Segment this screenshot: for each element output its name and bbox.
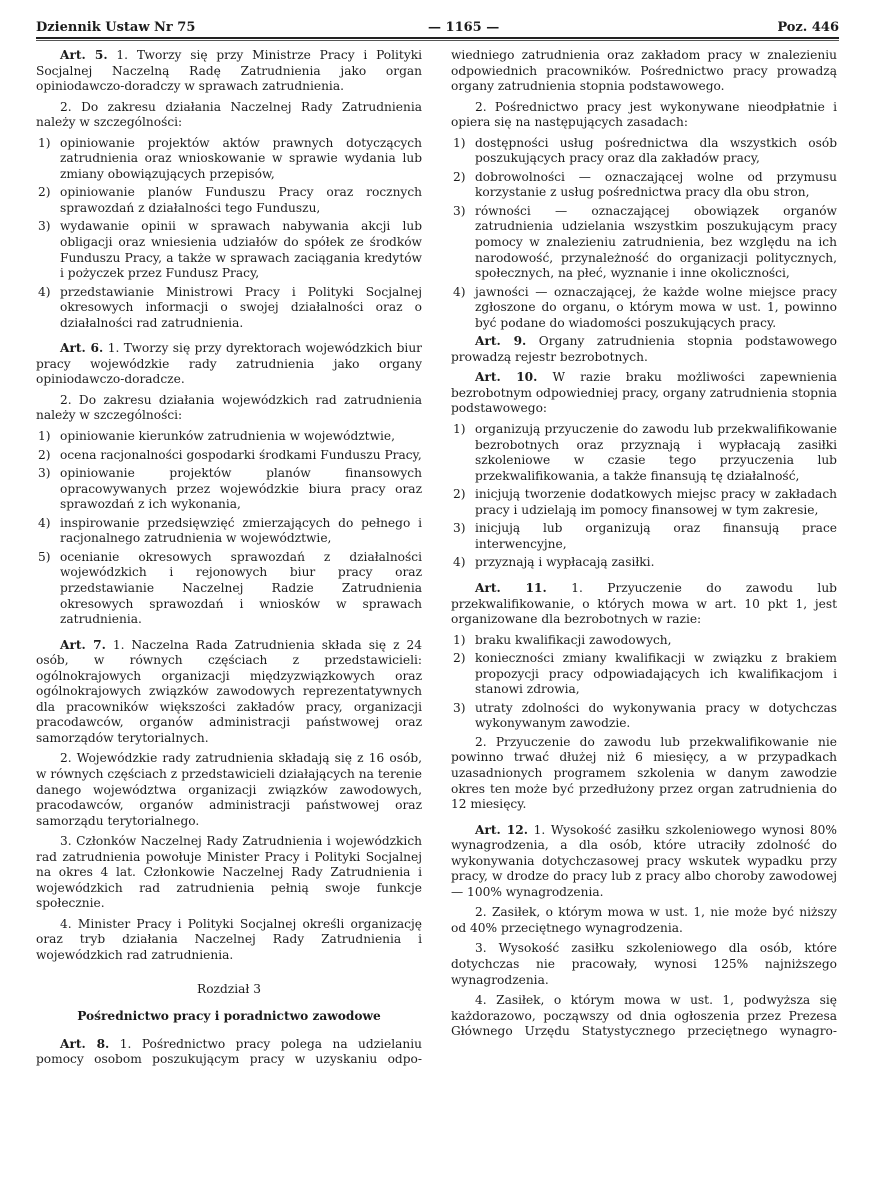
item-number: 3) [453,521,466,536]
list-item [36,550,422,628]
paragraph-text: 2. Wojewódzkie rady zatrudnienia składają się z 16 osób, w równych częściach z przedstawicieli działających na terenie danego województwa organizacji związków zawodowych, pracodawców, organów administracji państwowej oraz samorządu terytorialnego. [36,751,422,828]
list-item [451,170,837,201]
item-number: 1) [453,422,466,437]
item-text: utraty zdolności do wykonywania pracy w dotychczas wykonywanym zawodzie. [475,700,837,731]
paragraph-text: 1. Pośrednictwo pracy polega na udzielaniu pomocy osobom poszukującym pracy w uzyskaniu odpo- [36,1036,422,1067]
item-number: 1) [38,429,51,444]
journal-title: Dziennik Ustaw Nr 75 [36,20,196,35]
article-label: Art. 7. [60,637,106,652]
list-item [36,429,422,445]
item-number: 2) [453,487,466,502]
article-label: Art. 8. [60,1036,110,1051]
item-number: 2) [453,651,466,666]
item-number: 1) [453,632,466,647]
item-number: 2) [38,185,51,200]
item-number: 4) [38,515,51,530]
paragraph [36,751,422,829]
page-header [36,18,839,38]
page-number: — 1165 — [428,20,500,35]
item-text: równości — oznaczającej obowiązek organów zatrudnienia udzielania wszystkim poszukującym pracy pomocy w znalezieniu zatrudnienia, bez względu na ich narodowość, przynależność do organizacji politycznych, społecznych, na płeć, wyznanie i inne okoliczności, [475,203,837,281]
list-item [451,285,837,332]
paragraph [451,48,837,95]
item-text: konieczności zmiany kwalifikacji w związku z brakiem propozycji pracy odpowiadających ich kwalifikacjom i stanowi zdrowia, [475,651,837,697]
item-text: opiniowanie projektów planów finansowych opracowywanych przez wojewódzkie biura pracy oraz sprawozdań z ich wykonania, [60,466,422,512]
item-number: 4) [453,284,466,299]
paragraph [451,100,837,131]
item-text: wydawanie opinii w sprawach nabywania akcji lub obligacji oraz wniesienia udziałów do spółek ze środków Funduszu Pracy, a także w sprawach zaciągania kredytów i pożyczek przez Fundusz Pracy, [60,219,422,281]
article-paragraph [36,341,422,388]
paragraph [36,393,422,424]
item-number: 3) [38,466,51,481]
list-item [451,521,837,552]
list-item [451,487,837,518]
paragraph [451,941,837,988]
list-item [36,285,422,332]
list-item [451,422,837,484]
article-paragraph [451,370,837,417]
paragraph [36,834,422,912]
article-paragraph [451,823,837,901]
item-number: 1) [453,135,466,150]
list-item [36,516,422,547]
item-text: jawności — oznaczającej, że każde wolne miejsce pracy zgłoszone do organu, o którym mowa w ust. 1, powinno być podane do wiadomości poszukujących pracy. [475,284,837,330]
paragraph [36,917,422,964]
item-number: 1) [38,135,51,150]
item-number: 5) [38,549,51,564]
chapter-title: Pośrednictwo pracy i poradnictwo zawodowe [77,1009,381,1024]
paragraph-text: 1. Tworzy się przy dyrektorach wojewódzkich biur pracy wojewódzkie rady zatrudnienia jako organy opiniodawczo-doradcze. [36,341,423,387]
item-number: 4) [453,555,466,570]
list-item [36,448,422,464]
article-label: Art. 12. [475,822,528,837]
paragraph-text: 2. Do zakresu działania Naczelnej Rady Zatrudnienia należy w szczególności: [36,99,422,130]
article-label: Art. 5. [60,48,108,62]
item-text: ocena racjonalności gospodarki środkami Funduszu Pracy, [60,447,422,462]
item-text: dostępności usług pośrednictwa dla wszystkich osób poszukujących pracy oraz dla zakładów pracy, [475,135,837,166]
paragraph-text: 2. Do zakresu działania wojewódzkich rad zatrudnienia należy w szczególności: [36,392,422,423]
item-number: 3) [38,219,51,234]
list-item [36,185,422,216]
article-label: Art. 6. [60,341,104,356]
paragraph [451,905,837,936]
list-item [451,701,837,732]
item-text: przedstawianie Ministrowi Pracy i Polityki Socjalnej okresowych informacji o swojej działalności oraz o działalności rad zatrudnienia. [60,284,422,330]
paragraph-text: 1. Przyuczenie do zawodu lub przekwalifikowanie, o których mowa w art. 10 pkt 1, jest organizowane dla bezrobotnych w razie: [451,580,837,627]
chapter-number: Rozdział 3 [197,981,261,996]
item-number: 2) [453,169,466,184]
paragraph-text: 1. Tworzy się przy Ministrze Pracy i Polityki Socjalnej Naczelną Radę Zatrudnienia jako organ opiniodawczo-doradczy w sprawach zatrudnienia. [36,48,423,94]
paragraph-text: 3. Wysokość zasiłku szkoleniowego dla osób, które dotychczas nie pracowały, wynosi 125% najniższego wynagrodzenia. [451,941,837,987]
item-text: opiniowanie planów Funduszu Pracy oraz rocznych sprawozdań z działalności tego Funduszu, [60,185,422,215]
item-text: opiniowanie kierunków zatrudnienia w województwie, [60,429,395,444]
item-text: ocenianie okresowych sprawozdań z działalności wojewódzkich i rejonowych biur pracy oraz przedstawianie Naczelnej Radzie Zatrudnienia okresowych sprawozdań i wniosków w sprawach zatrudnienia. [60,549,422,627]
list-item [451,633,837,649]
paragraph-text: W razie braku możliwości zapewnienia bezrobotnym odpowiedniej pracy, organy zatrudnienia stopnia podstawowego: [451,370,837,416]
header-rule [36,37,839,41]
list-item [36,219,422,281]
item-number: 4) [38,284,51,299]
paragraph-text: 1. Wysokość zasiłku szkoleniowego wynosi 80% wynagrodzenia, a dla osób, które utraciły zdolność do wykonywania dotychczasowej pracy wskutek wypadku przy pracy, w drodze do pracy lub z pracy albo choroby zawodowej — 100% wynagrodzenia. [451,822,837,899]
item-text: opiniowanie projektów aktów prawnych dotyczących zatrudnienia oraz wnioskowanie w sprawie wydania lub zmiany obowiązujących przepisów, [60,135,422,181]
paragraph-text: Organy zatrudnienia stopnia podstawowego prowadzą rejestr bezrobotnych. [451,334,838,364]
item-number: 3) [453,203,466,218]
paragraph-text: 3. Członków Naczelnej Rady Zatrudnienia i wojewódzkich rad zatrudnienia powołuje Minister Pracy i Polityki Socjalnej na okres 4 lat. Członkowie Naczelnej Rady Zatrudnienia i wojewódzkich rad zatrudnienia pełnią swoje funkcje społecznie. [36,834,422,911]
item-text: przyznają i wypłacają zasiłki. [475,555,655,570]
article-label: Art. 11. [475,580,547,595]
list-item [36,466,422,513]
paragraph [451,993,837,1040]
item-number: 2) [38,447,51,462]
article-label: Art. 9. [475,334,527,349]
paragraph [451,735,837,813]
item-number: 3) [453,700,466,715]
paragraph-text: 4. Minister Pracy i Polityki Socjalnej określi organizację oraz tryb działania Naczelnej Rady Zatrudnienia i wojewódzkich rad zatrudnienia. [36,916,422,962]
list-item [451,204,837,282]
article-paragraph [36,48,422,95]
paragraph-text: 2. Przyuczenie do zawodu lub przekwalifikowanie nie powinno trwać dłużej niż 6 miesięcy, a w przypadkach uzasadnionych programem szkolenia w danym zawodzie okres ten może być przedłużony przez organ zatrudnienia do 12 miesięcy. [451,734,837,812]
item-text: organizują przyuczenie do zawodu lub przekwalifikowanie bezrobotnych oraz przyznają i wypłacają zasiłki szkoleniowe w czasie tego przyuczenia lub przekwalifikowania, a także finansują tę działalność, [475,422,837,483]
item-text: inicjują lub organizują oraz finansują prace interwencyjne, [475,521,837,551]
list-item [451,555,837,571]
paragraph-text: wiedniego zatrudnienia oraz zakładom pracy w znalezieniu odpowiednich pracowników. Pośrednictwo pracy prowadzą organy zatrudnienia stopnia podstawowego. [451,48,837,94]
list-item [451,651,837,698]
list-item [451,136,837,167]
article-paragraph [451,334,837,365]
position-number: Poz. 446 [777,20,839,35]
list-item [36,136,422,183]
item-text: inspirowanie przedsięwzięć zmierzających do pełnego i racjonalnego zatrudnienia w województwie, [60,515,422,546]
item-text: dobrowolności — oznaczającej wolne od przymusu korzystanie z usług pośrednictwa pracy dla obu stron, [475,169,837,200]
article-paragraph [36,638,422,747]
left-column [36,48,422,1073]
article-label: Art. 10. [475,370,538,385]
article-paragraph [451,581,837,628]
paragraph-text: 4. Zasiłek, o którym mowa w ust. 1, podwyższa się każdorazowo, począwszy od dnia ogłoszenia przez Prezesa Głównego Urzędu Statystycznego przeciętnego wynagro- [451,993,837,1039]
paragraph-text: 2. Zasiłek, o którym mowa w ust. 1, nie może być niższy od 40% przeciętnego wynagrodzenia. [451,905,837,935]
paragraph-text: 2. Pośrednictwo pracy jest wykonywane nieodpłatnie i opiera się na następujących zasadach: [451,99,837,130]
item-text: inicjują tworzenie dodatkowych miejsc pracy w zakładach pracy i udzielają im pomocy finansowej w tym zakresie, [475,487,837,517]
article-paragraph [36,1037,422,1068]
paragraph-text: 1. Naczelna Rada Zatrudnienia składa się z 24 osób, w równych częściach z przedstawicieli: ogólnokrajowych organizacji międzyzwiązkowych oraz ogólnokrajowych związków zawodowych reprezentatywnych dla pracowników większości zakładów pracy, organizacji pracodawców, organów administracji państwowej oraz samorządów terytorialnych. [36,637,423,745]
item-text: braku kwalifikacji zawodowych, [475,632,672,647]
right-column [451,48,837,1045]
paragraph [36,100,422,131]
